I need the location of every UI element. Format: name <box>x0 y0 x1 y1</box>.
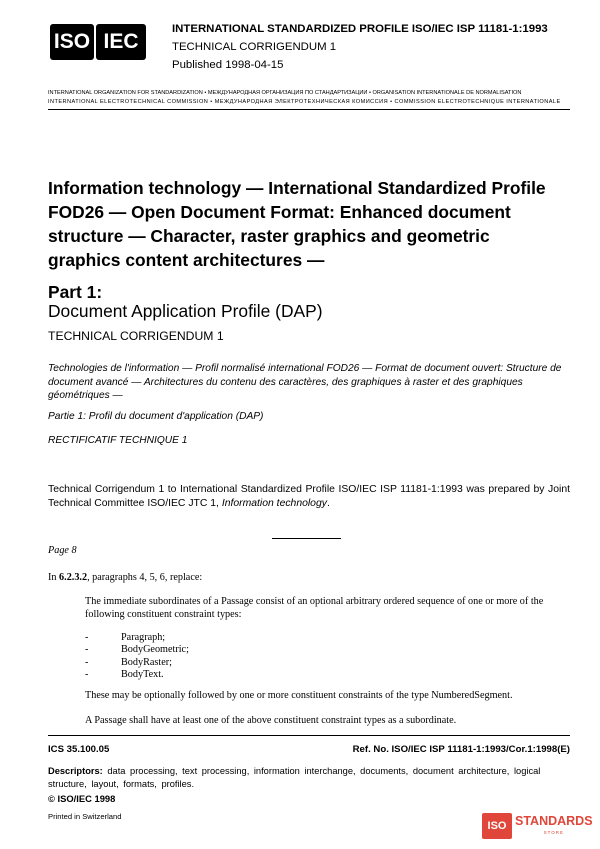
header-rule <box>48 109 570 110</box>
copyright: © ISO/IEC 1998 <box>48 793 116 804</box>
part-title: Document Application Profile (DAP) <box>48 301 323 321</box>
iso-logo: ISO <box>50 24 94 60</box>
bullet-dash: - <box>85 644 89 656</box>
title-corrigendum: TECHNICAL CORRIGENDUM 1 <box>48 329 224 343</box>
replacement-paragraph-3: A Passage shall have at least one of the above constituent constraint types as a subordinate. <box>85 715 457 726</box>
iec-logo: IEC <box>96 24 146 60</box>
store-standards-text: STANDARDS <box>515 814 593 828</box>
preparation-statement <box>48 483 570 511</box>
reference-number: Ref. No. ISO/IEC ISP 11181-1:1993/Cor.1:1998(E) <box>352 744 570 755</box>
iso-standards-store-badge <box>482 813 593 843</box>
french-corrigendum: RECTIFICATIF TECHNIQUE 1 <box>48 435 188 446</box>
footer-rule <box>48 735 570 736</box>
store-sub-text: STORE <box>543 830 564 835</box>
store-wordmark <box>515 813 593 835</box>
committee-name: Information technology <box>221 498 327 509</box>
clause-number: 6.2.3.2 <box>59 572 88 583</box>
descriptors-label: Descriptors: <box>48 766 103 776</box>
separator-line <box>272 538 341 539</box>
page-reference: Page 8 <box>48 545 77 556</box>
bullet-dash: - <box>85 656 89 668</box>
list-item <box>85 644 189 656</box>
list-item <box>85 657 189 669</box>
french-part: Partie 1: Profil du document d'application (DAP) <box>48 411 264 422</box>
descriptors <box>48 765 570 790</box>
instruction-prefix: In <box>48 572 60 583</box>
store-iso-logo: ISO <box>482 813 512 839</box>
org-line-iso: INTERNATIONAL ORGANIZATION FOR STANDARDIZATION • МЕЖДУНАРОДНАЯ ОРГАНИЗАЦИЯ ПО СТАНДАРТИЗАЦИИ • ORGANISATION INTERNATIONALE DE NORMALISATION <box>48 90 522 96</box>
replacement-paragraph-1: The immediate subordinates of a Passage consist of an optional arbitrary ordered sequence of one or more of the following constituent constraint types: <box>85 596 544 620</box>
list-item <box>85 669 189 681</box>
corrigendum-heading: TECHNICAL CORRIGENDUM 1 <box>172 41 337 53</box>
iso-iec-logo <box>50 24 146 60</box>
preparation-text: Technical Corrigendum 1 to International Standardized Profile ISO/IEC ISP 11181-1:1993 was prepared by Joint Technical Committee ISO/IEC JTC 1, <box>48 484 570 509</box>
list-item-text: BodyRaster; <box>121 656 172 668</box>
instruction-suffix: , paragraphs 4, 5, 6, replace: <box>87 572 203 583</box>
list-item-text: BodyGeometric; <box>121 644 189 656</box>
french-title: Technologies de l'information — Profil normalisé international FOD26 — Format de document ouvert: Structure de document avancé — Architectures du contenu des caractères, des graphiques à raster et des graphiques géométriques — <box>48 363 562 401</box>
replacement-paragraph-2: These may be optionally followed by one or more constituent constraints of the type NumberedSegment. <box>85 690 513 701</box>
bullet-dash: - <box>85 669 89 681</box>
part-label: Part 1: <box>48 282 103 302</box>
list-item <box>85 632 189 644</box>
preparation-end: . <box>326 498 330 509</box>
ics-code: ICS 35.100.05 <box>48 744 110 755</box>
list-item-text: Paragraph; <box>121 632 166 643</box>
constraint-type-list <box>85 632 189 682</box>
instruction <box>48 572 202 583</box>
printed-location: Printed in Switzerland <box>48 812 122 821</box>
org-line-iec: INTERNATIONAL ELECTROTECHNICAL COMMISSION • МЕЖДУНАРОДНАЯ ЭЛЕКТРОТЕХНИЧЕСКАЯ КОМИССИЯ • COMMISSION ÉLECTROTECHNIQUE INTERNATIONALE <box>48 99 561 105</box>
list-item-text: BodyText. <box>121 669 164 681</box>
bullet-dash: - <box>85 632 89 643</box>
profile-heading: INTERNATIONAL STANDARDIZED PROFILE ISO/IEC ISP 11181-1:1993 <box>172 23 548 35</box>
published-date: Published 1998-04-15 <box>172 59 284 71</box>
descriptors-text: data processing, text processing, information interchange, documents, document architecture, logical structure, layout, formats, profiles. <box>48 766 541 789</box>
document-title: Information technology — International Standardized Profile FOD26 — Open Document Format: Enhanced document structure — Character, raster graphics and geometric graphics content architectures — <box>48 178 546 270</box>
